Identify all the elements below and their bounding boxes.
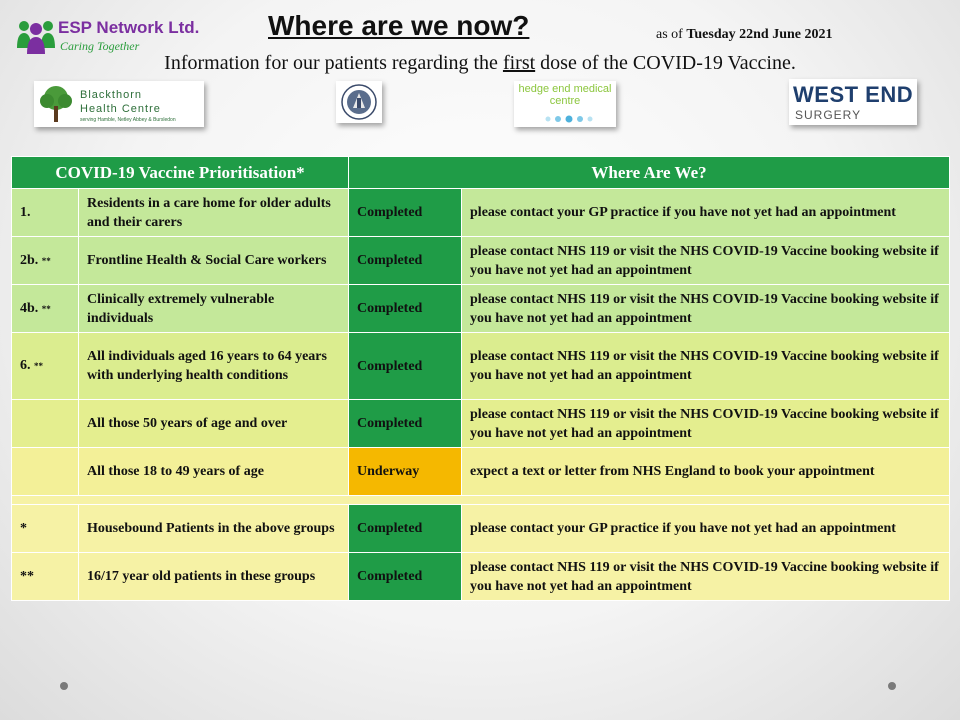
table-row bbox=[12, 553, 950, 601]
hedge-end-medical-centre-logo bbox=[514, 81, 616, 127]
table-row bbox=[12, 285, 950, 333]
row-note: expect a text or letter from NHS England to book your appointment bbox=[462, 448, 950, 496]
row-note: please contact NHS 119 or visit the NHS COVID-19 Vaccine booking website if you have not yet had an appointment bbox=[462, 400, 950, 448]
subtitle-pre: Information for our patients regarding the bbox=[164, 52, 498, 74]
table-row bbox=[12, 448, 950, 496]
row-number: ** bbox=[12, 553, 79, 601]
bursledon-crest-icon bbox=[336, 81, 382, 123]
status-badge: Completed bbox=[349, 505, 462, 553]
row-group: All those 18 to 49 years of age bbox=[79, 448, 349, 496]
page-title: Where are we now? bbox=[268, 10, 530, 41]
row-number bbox=[12, 189, 79, 237]
row-note: please contact NHS 119 or visit the NHS COVID-19 Vaccine booking website if you have not yet had an appointment bbox=[462, 285, 950, 333]
header-prioritisation: COVID-19 Vaccine Prioritisation* bbox=[12, 157, 349, 189]
row-number-note: ** bbox=[34, 361, 43, 371]
status-badge: Completed bbox=[349, 400, 462, 448]
people-group-icon bbox=[16, 18, 56, 54]
header-where-are-we: Where Are We? bbox=[349, 157, 950, 189]
table-row bbox=[12, 333, 950, 400]
subtitle-post: dose of the COVID-19 Vaccine. bbox=[540, 52, 796, 74]
as-of-date-value: Tuesday 22nd June 2021 bbox=[686, 27, 833, 42]
row-group: 16/17 year old patients in these groups bbox=[79, 553, 349, 601]
vaccine-prioritisation-table bbox=[11, 156, 950, 601]
west-end-line1: WEST END bbox=[793, 82, 914, 107]
row-number bbox=[12, 285, 79, 333]
row-number-text: 6. bbox=[20, 358, 31, 373]
row-number bbox=[12, 237, 79, 285]
row-note: please contact your GP practice if you have not yet had an appointment bbox=[462, 189, 950, 237]
spacer-cell bbox=[12, 496, 950, 505]
row-number bbox=[12, 448, 79, 496]
status-badge: Completed bbox=[349, 189, 462, 237]
west-end-line2: SURGERY bbox=[795, 108, 862, 122]
row-group: All individuals aged 16 years to 64 years with underlying health conditions bbox=[79, 333, 349, 400]
blackthorn-health-centre-logo bbox=[34, 81, 204, 127]
row-note: please contact your GP practice if you have not yet had an appointment bbox=[462, 505, 950, 553]
slide-dot-left bbox=[60, 682, 68, 690]
table-row bbox=[12, 189, 950, 237]
bursledon-surgery-logo bbox=[336, 81, 382, 123]
row-number bbox=[12, 400, 79, 448]
west-end-surgery-logo bbox=[789, 79, 917, 125]
table-row bbox=[12, 505, 950, 553]
row-number bbox=[12, 333, 79, 400]
dots-icon bbox=[544, 115, 594, 123]
row-group: Residents in a care home for older adults and their carers bbox=[79, 189, 349, 237]
row-note: please contact NHS 119 or visit the NHS COVID-19 Vaccine booking website if you have not yet had an appointment bbox=[462, 333, 950, 400]
status-badge: Completed bbox=[349, 285, 462, 333]
status-badge: Completed bbox=[349, 333, 462, 400]
subtitle-emphasis: first bbox=[502, 52, 536, 74]
blackthorn-line3: serving Hamble, Netley Abbey & Bursledon bbox=[80, 117, 176, 123]
row-number-text: 4b. bbox=[20, 300, 39, 316]
tree-icon bbox=[38, 84, 74, 124]
spacer-row bbox=[12, 496, 950, 505]
blackthorn-line2: Health Centre bbox=[80, 103, 161, 115]
status-badge: Underway bbox=[349, 448, 462, 496]
row-number: * bbox=[12, 505, 79, 553]
row-group: Clinically extremely vulnerable individuals bbox=[79, 285, 349, 333]
row-number-text: 2b. bbox=[20, 252, 39, 268]
row-group: Housebound Patients in the above groups bbox=[79, 505, 349, 553]
row-number-text: 1. bbox=[20, 205, 31, 220]
as-of-prefix: as of bbox=[656, 27, 683, 42]
slide-dot-right bbox=[888, 682, 896, 690]
row-note: please contact NHS 119 or visit the NHS COVID-19 Vaccine booking website if you have not yet had an appointment bbox=[462, 237, 950, 285]
row-group: Frontline Health & Social Care workers bbox=[79, 237, 349, 285]
blackthorn-line1: Blackthorn bbox=[80, 89, 142, 101]
table-row bbox=[12, 237, 950, 285]
page-subtitle bbox=[0, 52, 960, 75]
row-number-note: ** bbox=[41, 303, 51, 314]
table-row bbox=[12, 400, 950, 448]
hedge-end-label: hedge end medical centre bbox=[518, 83, 612, 107]
org-name: ESP Network Ltd. bbox=[58, 18, 200, 37]
row-group: All those 50 years of age and over bbox=[79, 400, 349, 448]
table-header-row bbox=[12, 157, 950, 189]
org-tagline: Caring Together bbox=[60, 39, 140, 53]
status-badge: Completed bbox=[349, 553, 462, 601]
status-badge: Completed bbox=[349, 237, 462, 285]
row-note: please contact NHS 119 or visit the NHS COVID-19 Vaccine booking website if you have not yet had an appointment bbox=[462, 553, 950, 601]
row-number-note: ** bbox=[41, 255, 51, 266]
as-of-date bbox=[656, 27, 832, 43]
